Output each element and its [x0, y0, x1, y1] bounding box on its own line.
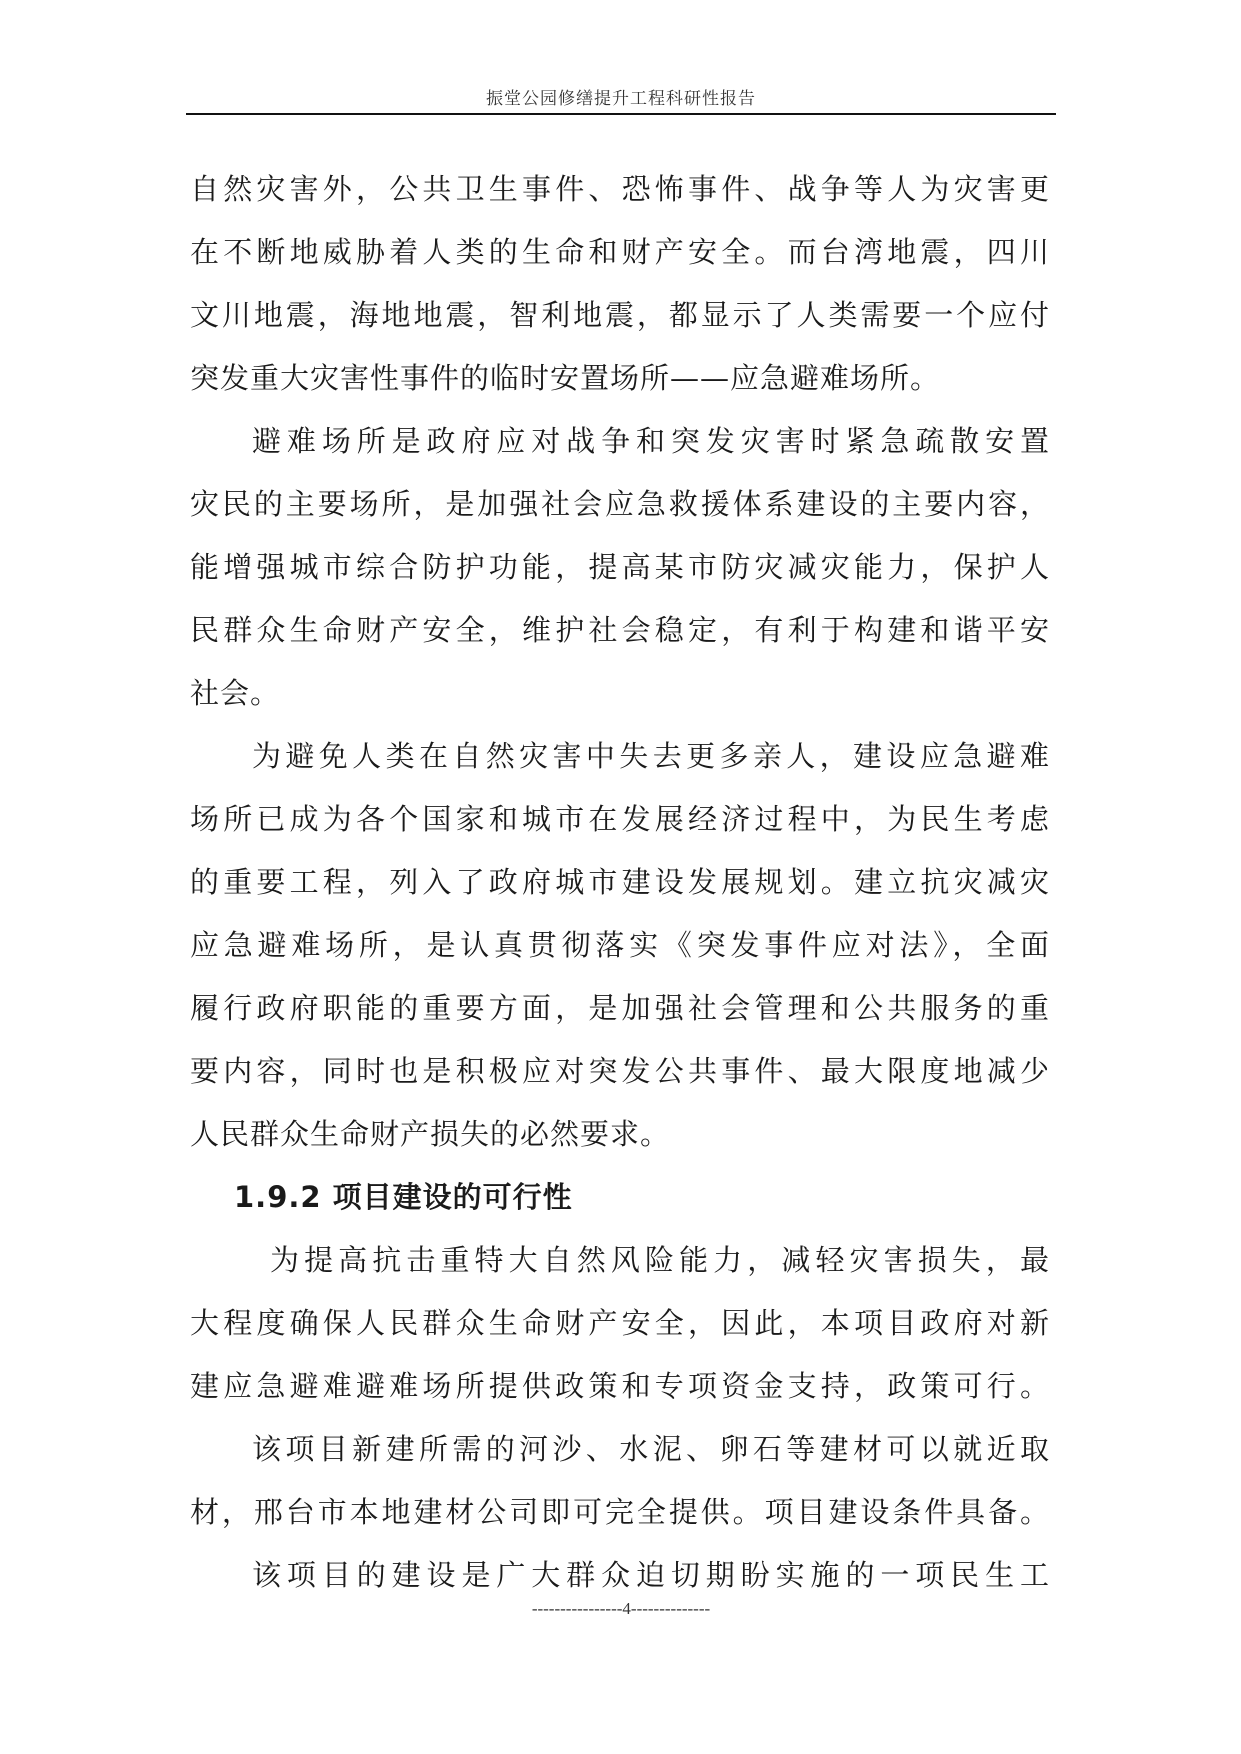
paragraph-line: 突发重大灾害性事件的临时安置场所——应急避难场所。 [190, 361, 941, 395]
paragraph-line: 能增强城市综合防护功能，提高某市防灾减灾能力，保护人 [190, 550, 1050, 584]
paragraph-line: 人民群众生命财产损失的必然要求。 [190, 1117, 671, 1151]
paragraph-line: 建应急避难避难场所提供政策和专项资金支持，政策可行。 [190, 1369, 1050, 1403]
paragraph-line: 大程度确保人民群众生命财产安全，因此，本项目政府对新 [190, 1306, 1050, 1340]
paragraph-line: 该项目的建设是广大群众迫切期盼实施的一项民生工 [252, 1558, 1050, 1592]
paragraph-line: 材，邢台市本地建材公司即可完全提供。项目建设条件具备。 [190, 1495, 1050, 1529]
page-number-footer: ----------------4-------------- [531, 1599, 711, 1618]
paragraph-line: 场所已成为各个国家和城市在发展经济过程中，为民生考虑 [190, 802, 1050, 836]
section-heading: 1.9.2 项目建设的可行性 [234, 1180, 573, 1214]
paragraph-line: 的重要工程，列入了政府城市建设发展规划。建立抗灾减灾 [190, 865, 1050, 899]
paragraph-line: 要内容，同时也是积极应对突发公共事件、最大限度地减少 [190, 1054, 1050, 1088]
paragraph-line: 社会。 [190, 676, 281, 710]
paragraph-line: 该项目新建所需的河沙、水泥、卵石等建材可以就近取 [252, 1432, 1050, 1466]
paragraph-line: 避难场所是政府应对战争和突发灾害时紧急疏散安置 [252, 424, 1050, 458]
paragraph-line: 在不断地威胁着人类的生命和财产安全。而台湾地震，四川 [190, 235, 1050, 269]
paragraph-line: 履行政府职能的重要方面，是加强社会管理和公共服务的重 [190, 991, 1050, 1025]
paragraph-line: 为避免人类在自然灾害中失去更多亲人，建设应急避难 [252, 739, 1050, 773]
paragraph-line: 灾民的主要场所，是加强社会应急救援体系建设的主要内容， [190, 487, 1050, 521]
header-divider [186, 113, 1056, 115]
paragraph-line: 文川地震，海地地震，智利地震，都显示了人类需要一个应付 [190, 298, 1050, 332]
paragraph-line: 为提高抗击重特大自然风险能力，减轻灾害损失，最 [270, 1243, 1050, 1277]
paragraph-line: 自然灾害外，公共卫生事件、恐怖事件、战争等人为灾害更 [190, 172, 1050, 206]
document-body [190, 158, 1050, 1607]
page-header-title: 振堂公园修缮提升工程科研性报告 [486, 89, 756, 109]
paragraph-line: 民群众生命财产安全，维护社会稳定，有利于构建和谐平安 [190, 613, 1050, 647]
paragraph-line: 应急避难场所，是认真贯彻落实《突发事件应对法》，全面 [190, 928, 1050, 962]
